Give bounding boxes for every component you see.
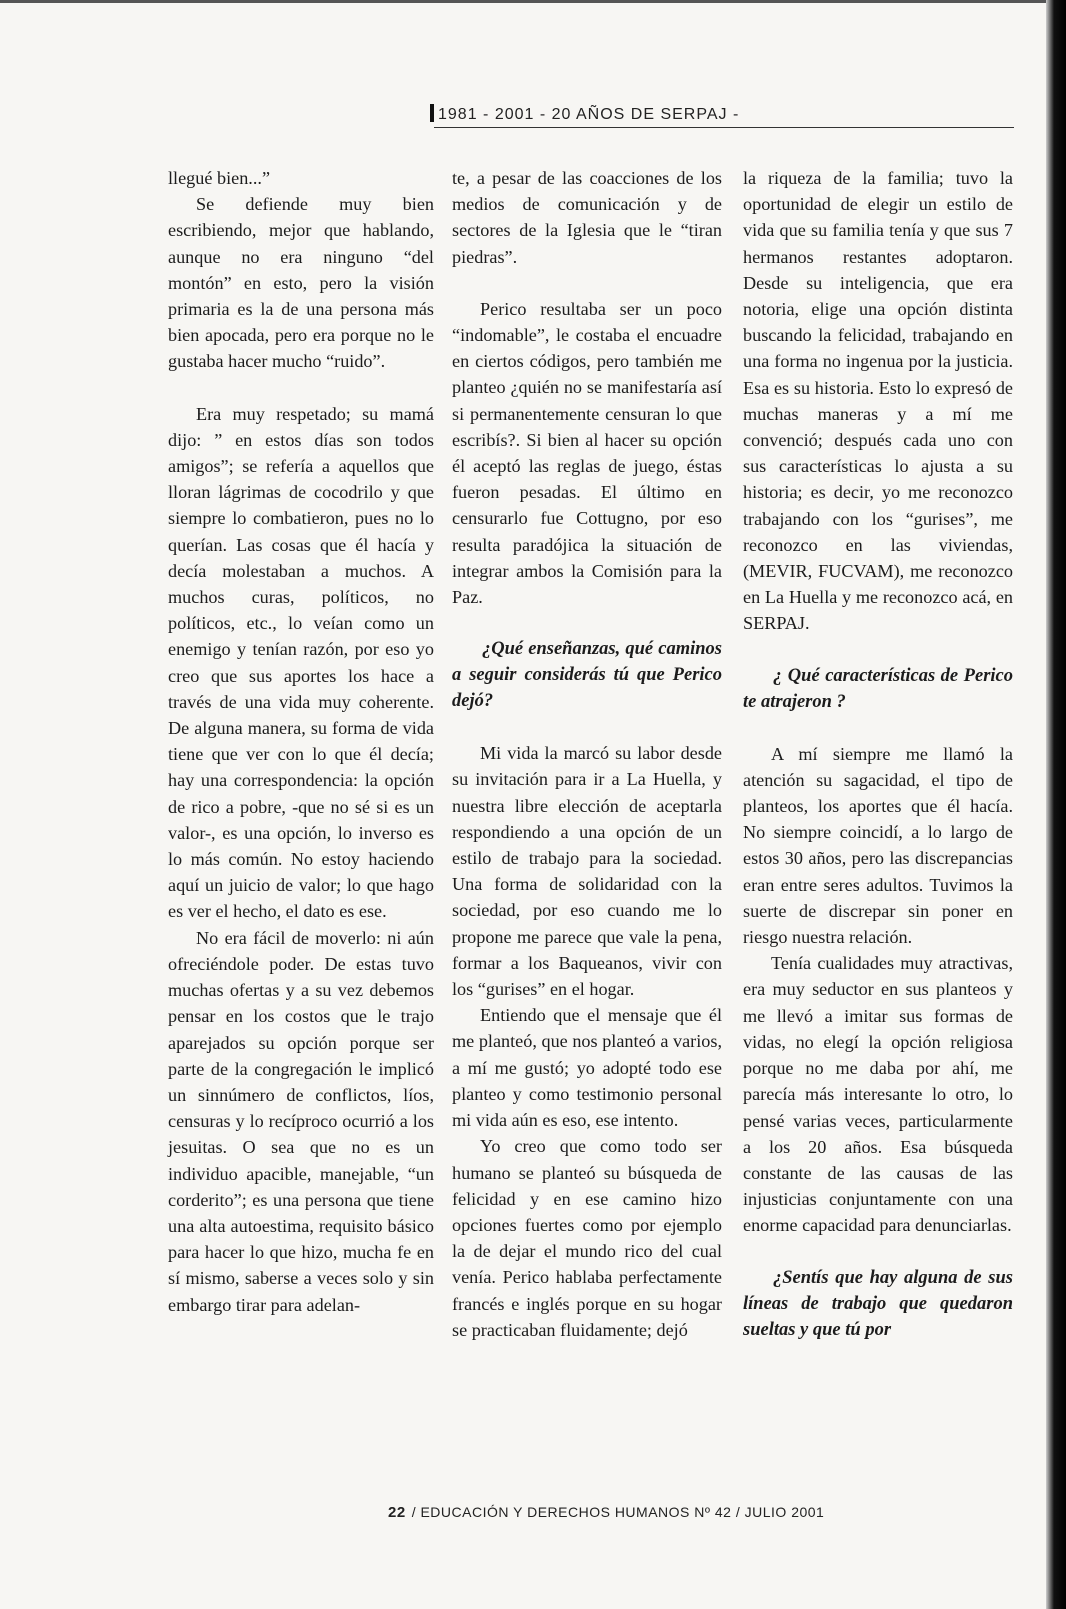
column-1 — [168, 165, 434, 1318]
paragraph: Entiendo que el mensaje que él me planteó, que nos planteó a varios, a mí me gustó; yo adopté todo ese planteo y como testimonio personal mi vida aún es eso, ese intento. — [452, 1005, 722, 1131]
running-head-text: 1981 - 2001 - 20 AÑOS DE SERPAJ - — [438, 106, 740, 123]
publication-info: / EDUCACIÓN Y DERECHOS HUMANOS Nº 42 / JULIO 2001 — [411, 1504, 825, 1520]
interview-question: ¿Sentís que hay alguna de sus líneas de trabajo que quedaron sueltas y que tú por — [743, 1267, 1013, 1340]
page-footer — [388, 1504, 908, 1521]
column-2 — [452, 165, 722, 1343]
header-rule — [434, 127, 1014, 128]
interview-question: ¿Qué enseñanzas, qué caminos a seguir considerás tú que Perico dejó? — [452, 639, 722, 712]
paragraph: Era muy respetado; su mamá dijo: ” en estos días son todos amigos”; se refería a aquellos que lloran lágrimas de cocodrilo y que siempre lo combatieron, pues no lo querían. Las cosas que él hacía y decía molestaban a muchos. A muchos curas, políticos, no políticos, etc., lo veían como un enemigo y tenían razón, por eso yo creo que sus aportes los hace a través de una vida muy coherente. De alguna manera, su forma de vida tiene que ver con lo que él decía; hay una correspondencia: la opción de rico a pobre, -que no sé si es un valor-, es una opción, lo inverso es lo más común. No estoy haciendo aquí un juicio de valor; lo que hago es ver el hecho, el dato es ese. — [168, 403, 434, 922]
paragraph: No era fácil de moverlo: ni aún ofreciéndole poder. De estas tuvo muchas ofertas y a su vez debemos pensar en los costos que le trajo aparejados su opción porque ser parte de la congregación le implicó un sinnúmero de conflictos, líos, censuras y lo recíproco ocurrió a los jesuitas. O sea que no es un individuo apacible, manejable, “un corderito”; es una persona que tiene una alta autoestima, requisito básico para hacer lo que hizo, mucha fe en sí mismo, saberse a veces solo y sin embargo tirar para adelan- — [168, 927, 434, 1315]
paragraph: llegué bien...” — [168, 168, 271, 188]
paragraph: Mi vida la marcó su labor desde su invitación para ir a La Huella, y nuestra libre elección de aceptarla respondiendo a una opción de un estilo de trabajo para la sociedad. Una forma de solidaridad con la sociedad, por eso cuando me lo propone me parece que vale la pena, formar a los Baqueanos, vivir con los “gurises” en el hogar. — [452, 743, 722, 1000]
paragraph: la riqueza de la familia; tuvo la oportunidad de elegir un estilo de vida que su familia tenía y que sus 7 hermanos restantes adoptaron. Desde su inteligencia, que era notoria, elige una opción distinta buscando la felicidad, trabajando en una forma no ingenua por la justicia. Esa es su historia. Esto lo expresó de muchas maneras y a mí me convenció; después cada uno con sus características lo ajusta a su historia; es decir, yo me reconozco trabajando con los “gurises”, me reconozco en las viviendas, (MEVIR, FUCVAM), me reconozco en La Huella y me reconozco acá, en SERPAJ. — [743, 168, 1013, 634]
paragraph: te, a pesar de las coacciones de los medios de comunicación y de sectores de la Iglesia que le “tiran piedras”. — [452, 168, 722, 267]
running-head-bar — [430, 104, 434, 122]
paragraph: Yo creo que como todo ser humano se planteó su búsqueda de felicidad y en ese camino hizo opciones fuertes como por ejemplo la de dejar el mundo rico del cual venía. Perico hablaba perfectamente francés e inglés porque en su hogar se practicaban fluidamente; dejó — [452, 1136, 722, 1340]
page-number: 22 — [388, 1504, 406, 1521]
paragraph: Se defiende muy bien escribiendo, mejor que hablando, aunque no era ninguno “del montón” en esto, pero la visión primaria es la de una persona más bien apocada, pero era porque no le gustaba hacer mucho “ruido”. — [168, 194, 434, 372]
paragraph: Tenía cualidades muy atractivas, era muy seductor en sus planteos y me llevó a imitar sus formas de vidas, no elegí la opción religiosa porque no me daba por ahí, me parecía más interesante lo otro, lo pensé varias veces, particularmente a los 20 años. Esa búsqueda constante de las causas de las injusticias conjuntamente con una enorme capacidad para denunciarlas. — [743, 953, 1013, 1236]
page-top-edge — [0, 0, 1046, 3]
binding-shadow — [1046, 0, 1066, 1609]
paragraph: Perico resultaba ser un poco “indomable”, le costaba el encuadre en ciertos códigos, pero también me planteo ¿quién no se manifestaría así si permanentemente censuran lo que escribís?. Si bien al hacer su opción él aceptó las reglas de juego, éstas fueron pesadas. El último en censurarlo fue Cottugno, por eso resulta paradójica la situación de integrar ambos la Comisión para la Paz. — [452, 298, 722, 608]
column-3 — [743, 165, 1013, 1343]
interview-question: ¿ Qué características de Perico te atrajeron ? — [743, 665, 1013, 712]
paragraph: A mí siempre me llamó la atención su sagacidad, el tipo de planteos, los aportes que él hacía. No siempre coincidí, a lo largo de estos 30 años, pero las discrepancias eran entre seres adultos. Tuvimos la suerte de discrepar sin poner en riesgo nuestra relación. — [743, 743, 1013, 948]
